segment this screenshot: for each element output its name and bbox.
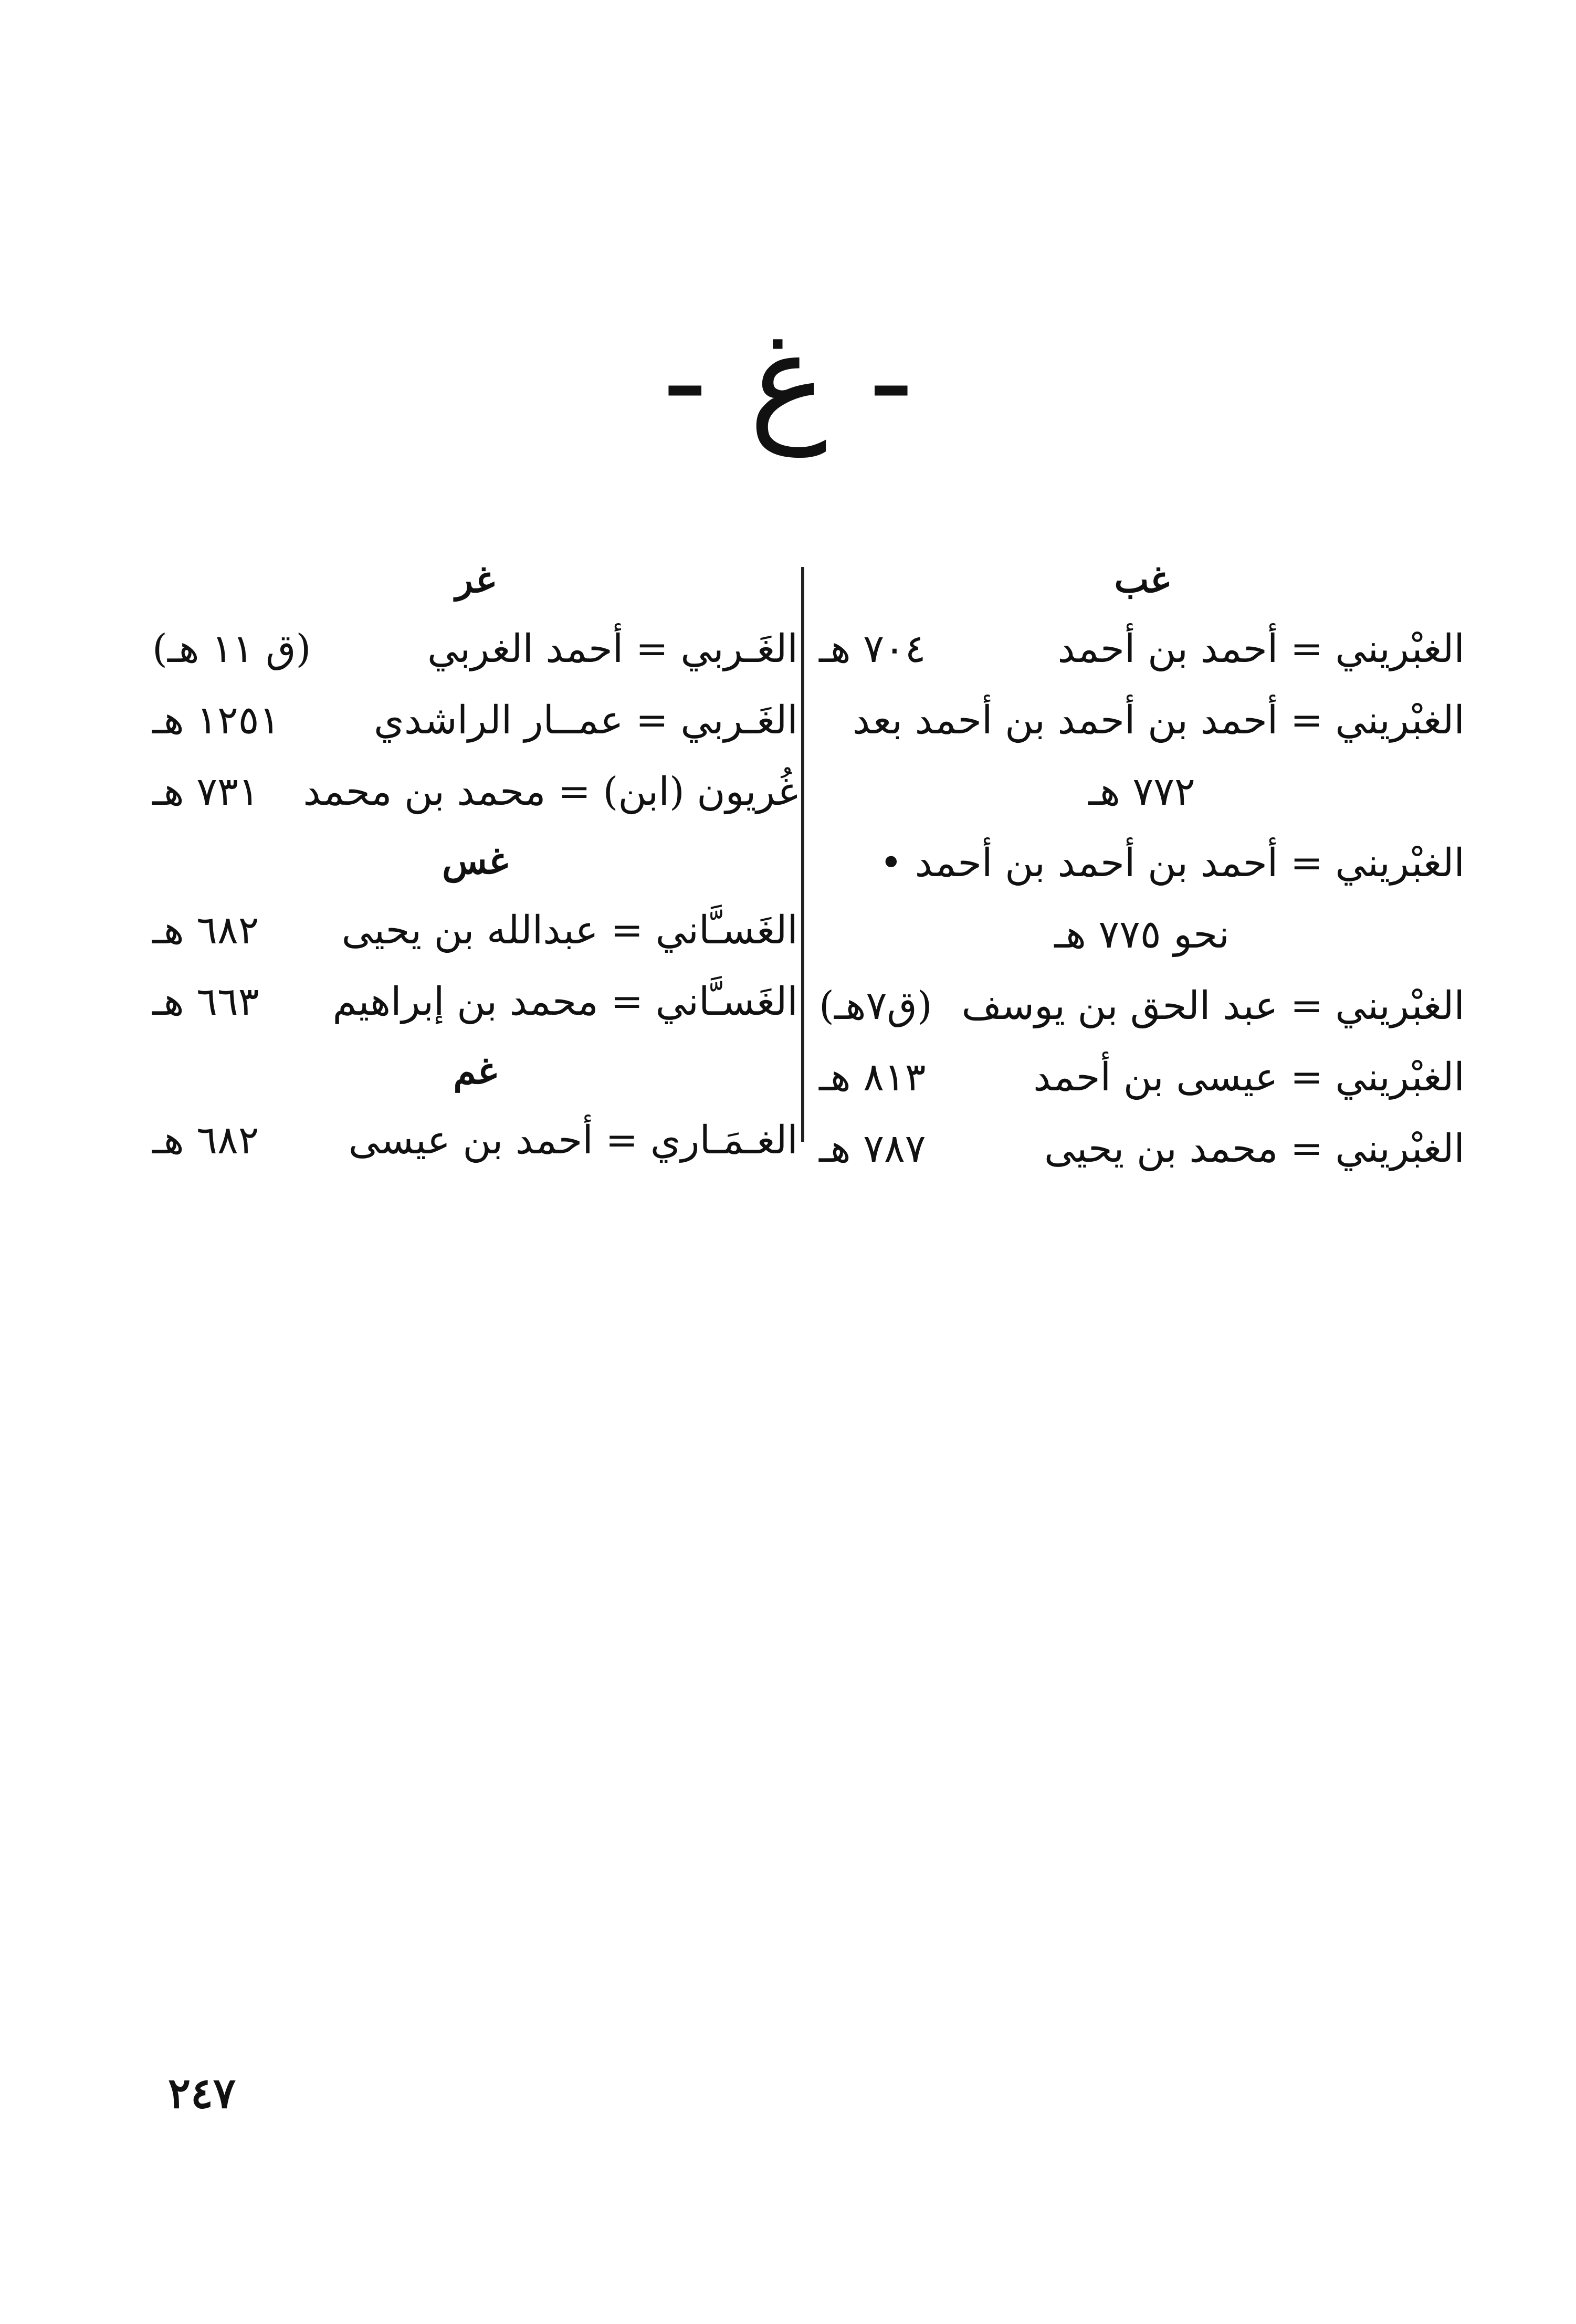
entry-name: الغبْريني = أحمد بن أحمد بن أحمد • (879, 840, 1465, 886)
entry-name: الغَسـَّاني = عبدالله بن يحيى (341, 908, 798, 953)
entry-date: ١٢٥١ هـ (152, 698, 280, 743)
group-title: غم (453, 1049, 497, 1092)
entry-name: الغبْريني = عبد الحق بن يوسف (961, 983, 1465, 1028)
entry-date: ٦٦٣ هـ (152, 979, 259, 1024)
index-entry (819, 970, 1465, 1042)
entry-name: الغَسـَّاني = محمد بن إبراهيم (332, 979, 798, 1024)
entry-name: غُريون (ابن) = محمد بن محمد (303, 769, 798, 814)
index-entry (152, 685, 798, 756)
entry-date: (ق ١١ هـ) (152, 626, 311, 671)
group-title: غب (1114, 558, 1170, 601)
entry-name: الغبْريني = أحمد بن أحمد (1057, 626, 1465, 671)
right-column (819, 546, 1465, 1184)
group-title: غس (442, 839, 508, 882)
index-entry (152, 895, 798, 966)
index-entry (819, 1042, 1465, 1113)
index-entry (819, 1113, 1465, 1184)
entry-name: الغبْريني = أحمد بن أحمد بن أحمد بعد (852, 698, 1465, 743)
index-entry (152, 966, 798, 1037)
entry-name: الغبْريني = عيسى بن أحمد (1033, 1055, 1465, 1100)
column-divider (801, 567, 804, 1142)
entry-date: ٧٣١ هـ (152, 769, 259, 814)
entry-name: الغـمَـاري = أحمد بن عيسى (348, 1118, 798, 1163)
entry-name: الغبْريني = محمد بن يحيى (1044, 1126, 1465, 1171)
left-column (152, 546, 798, 1176)
entry-date: (ق٧هـ) (819, 983, 932, 1028)
page-heading: - غ - (663, 304, 913, 457)
group-title: غر (455, 558, 495, 601)
entry-name: الغَـربي = أحمد الغربي (427, 626, 798, 671)
index-entry (152, 756, 798, 827)
index-entry (819, 613, 1465, 685)
entry-continuation: نحو ٧٧٥ هـ (1054, 912, 1230, 957)
entry-name: الغَـربي = عمــار الراشدي (373, 698, 798, 743)
entry-date: ٧٠٤ هـ (819, 626, 926, 671)
page-number: ٢٤٧ (168, 2068, 236, 2118)
entry-continuation: ٧٧٢ هـ (1088, 769, 1195, 814)
entry-date: ٦٨٢ هـ (152, 1118, 259, 1163)
entry-date: ٧٨٧ هـ (819, 1126, 926, 1171)
index-entry (152, 613, 798, 685)
index-entry (819, 685, 1465, 756)
entry-date: ٨١٣ هـ (819, 1055, 926, 1100)
index-entry (152, 1105, 798, 1176)
index-entry (819, 827, 1465, 899)
entry-date: ٦٨٢ هـ (152, 908, 259, 953)
